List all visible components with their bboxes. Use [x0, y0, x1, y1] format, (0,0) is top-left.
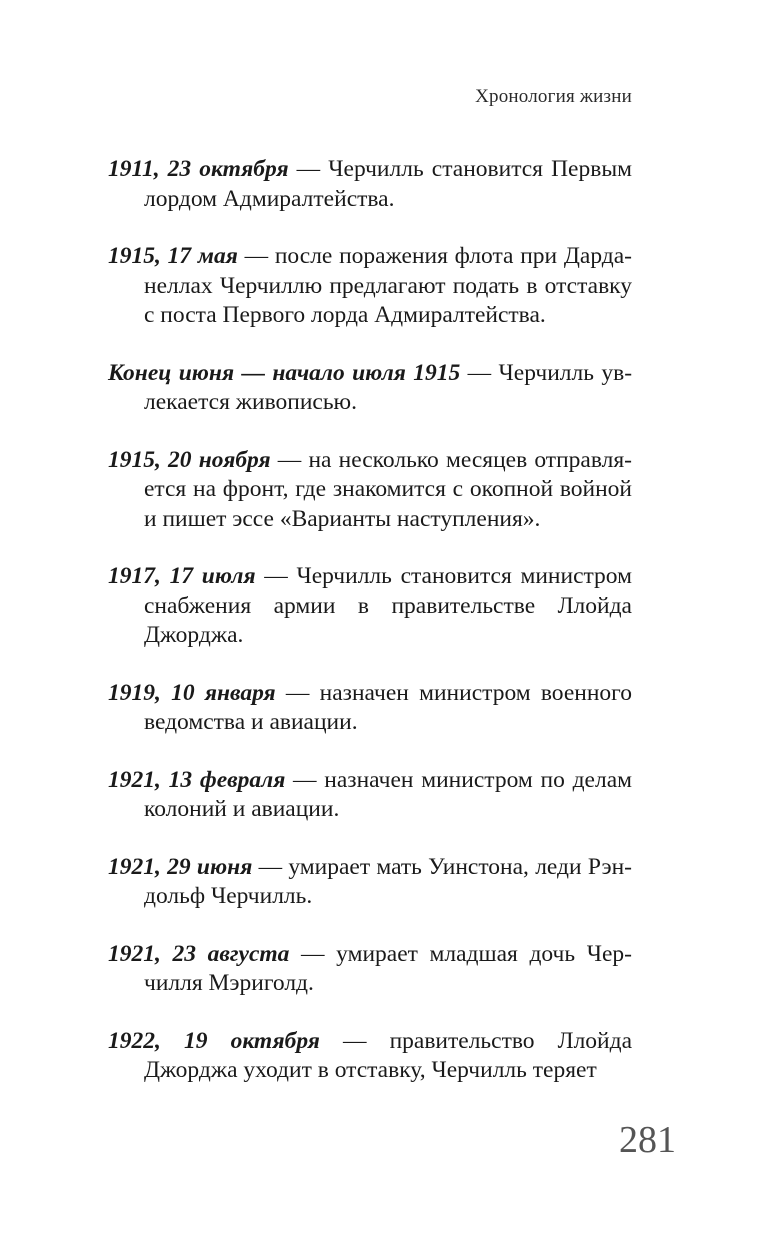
entry-text: — Черчилль увлекается живописью. — [144, 359, 633, 415]
entry-date: 1915, 20 ноября — [108, 446, 271, 473]
entry-date: 1921, 29 июня — [108, 853, 253, 880]
chronology-entry — [108, 155, 632, 214]
entry-date: Конец июня — начало июля 1915 — [108, 359, 461, 386]
entry-date: 1921, 13 февраля — [108, 766, 286, 793]
entry-text: — на несколько месяцев отправляется на фронт, где знакомится с окопной войной и пишет эссе «Варианты наступления». — [144, 446, 632, 532]
chronology-entry — [108, 940, 632, 999]
entry-text: — Черчилль становится Первым лордом Адмиралтейства. — [144, 156, 632, 212]
entry-text: — умирает младшая дочь Черчилля Мэриголд. — [144, 940, 632, 996]
chronology-entry — [108, 359, 632, 418]
running-head: Хронология жизни — [475, 86, 632, 107]
chronology-entry — [108, 446, 632, 535]
entry-date: 1922, 19 октября — [108, 1027, 320, 1054]
chronology-entry — [108, 242, 632, 331]
entry-date: 1911, 23 октября — [108, 156, 289, 182]
chronology-list — [108, 155, 632, 1114]
entry-text: — после поражения флота при Дарданеллах Черчиллю предлагают подать в отставку с поста Первого лорда Адмиралтейства. — [144, 243, 632, 328]
entry-text: — умирает мать Уинстона, леди Рэндольф Черчилль. — [144, 853, 632, 909]
entry-text: — правительство Ллойда Джорджа уходит в отставку, Черчилль теряет — [144, 1027, 633, 1083]
entry-date: 1921, 23 августа — [108, 940, 290, 967]
entry-date: 1919, 10 января — [108, 679, 276, 706]
chronology-entry — [108, 766, 632, 825]
page-number: 281 — [619, 1119, 676, 1161]
entry-text: — Черчилль становится министром снабжения армии в правительстве Ллойда Джорджа. — [144, 563, 632, 648]
chronology-entry — [108, 853, 632, 912]
entry-text: — назначен министром военного ведомства и авиации. — [144, 679, 632, 735]
entry-text: — назначен министром по делам колоний и авиации. — [144, 766, 632, 822]
chronology-entry — [108, 562, 632, 651]
chronology-entry — [108, 1027, 632, 1086]
entry-date: 1915, 17 мая — [108, 243, 238, 269]
chronology-entry — [108, 679, 632, 738]
entry-date: 1917, 17 июля — [108, 563, 256, 589]
